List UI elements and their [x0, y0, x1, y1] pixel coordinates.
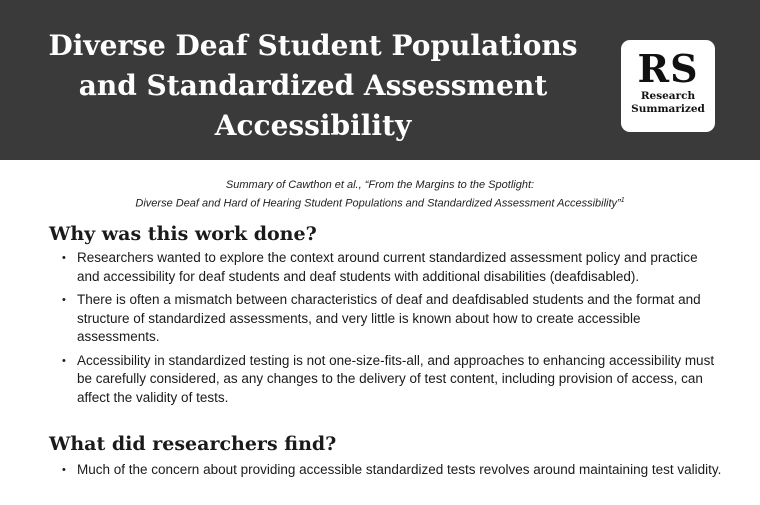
section-heading-findings: What did researchers find?	[49, 433, 337, 455]
section-heading-why: Why was this work done?	[49, 223, 317, 245]
logo-line-1: Research	[640, 90, 696, 102]
list-item: • Accessibility in standardized testing is not one-size-fits-all, and approaches to enhancing accessibility must be carefully considered, as any changes to the delivery of test content, including provision of access, can affect the validity of tests.	[62, 352, 722, 408]
summary-citation	[0, 178, 760, 212]
header-banner	[0, 0, 760, 160]
summary-line-2-text: Diverse Deaf and Hard of Hearing Student Populations and Standardized Assessment Accessibility”	[135, 197, 621, 210]
logo-abbr: RS	[637, 46, 699, 91]
section-findings-list	[62, 461, 722, 485]
list-item: • Much of the concern about providing accessible standardized tests revolves around maintaining test validity.	[62, 461, 722, 480]
summary-line-1: Summary of Cawthon et al., “From the Margins to the Spotlight:	[225, 179, 535, 191]
list-item: • Researchers wanted to explore the context around current standardized assessment policy and practice and accessibility for deaf students and deaf students with additional disabilities (deafdisabled).	[62, 249, 722, 286]
logo-line-2: Summarized	[631, 103, 705, 115]
list-item: • There is often a mismatch between characteristics of deaf and deafdisabled students and the format and structure of standardized assessments, and very little is known about how to create accessible assessments.	[62, 291, 722, 347]
section-why-list	[62, 249, 722, 412]
document-title: Diverse Deaf Student Populations and Standardized Assessment Accessibility	[48, 29, 578, 142]
footnote-marker: 1	[620, 197, 625, 204]
summary-line-2	[0, 193, 760, 212]
research-summarized-logo	[621, 40, 715, 132]
